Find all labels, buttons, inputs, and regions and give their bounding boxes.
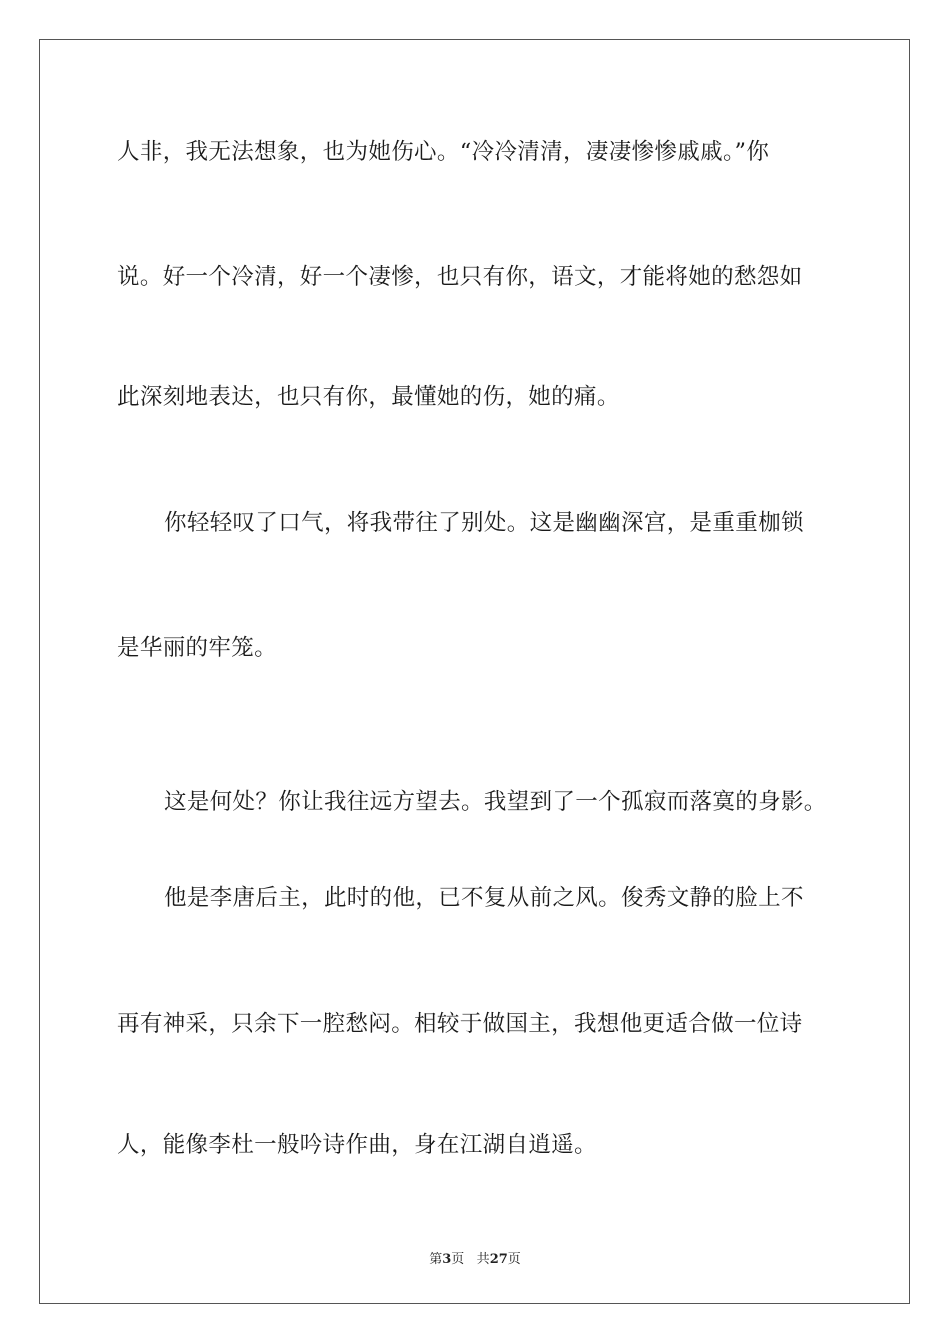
paragraph-start-line: 这是何处？你让我往远方望去。我望到了一个孤寂而落寞的身影。 [164, 789, 827, 815]
current-page-number: 3 [442, 1252, 452, 1267]
footer-total-suffix: 页 [507, 1252, 521, 1267]
text-line: 此深刻地表达，也只有你，最懂她的伤，她的痛。 [117, 384, 620, 410]
text-line: 人，能像李杜一般吟诗作曲，身在江湖自逍遥。 [117, 1132, 597, 1158]
footer-total-prefix: 共 [476, 1252, 490, 1267]
page-border [39, 39, 910, 1304]
paragraph-start-line: 他是李唐后主，此时的他，已不复从前之风。俊秀文静的脸上不 [164, 885, 804, 911]
text-line: 人非，我无法想象，也为她伤心。“冷冷清清，凄凄惨惨戚戚。”你 [117, 139, 770, 165]
text-line: 是华丽的牢笼。 [117, 635, 277, 661]
text-line: 说。好一个冷清，好一个凄惨，也只有你，语文，才能将她的愁怨如 [117, 264, 803, 290]
footer-page-suffix: 页 [451, 1252, 465, 1267]
paragraph-start-line: 你轻轻叹了口气，将我带往了别处。这是幽幽深宫，是重重枷锁 [164, 510, 804, 536]
page-footer [0, 1248, 950, 1267]
text-line: 再有神采，只余下一腔愁闷。相较于做国主，我想他更适合做一位诗 [117, 1011, 803, 1037]
total-pages-number: 27 [489, 1252, 508, 1267]
footer-prefix: 第 [429, 1252, 443, 1267]
